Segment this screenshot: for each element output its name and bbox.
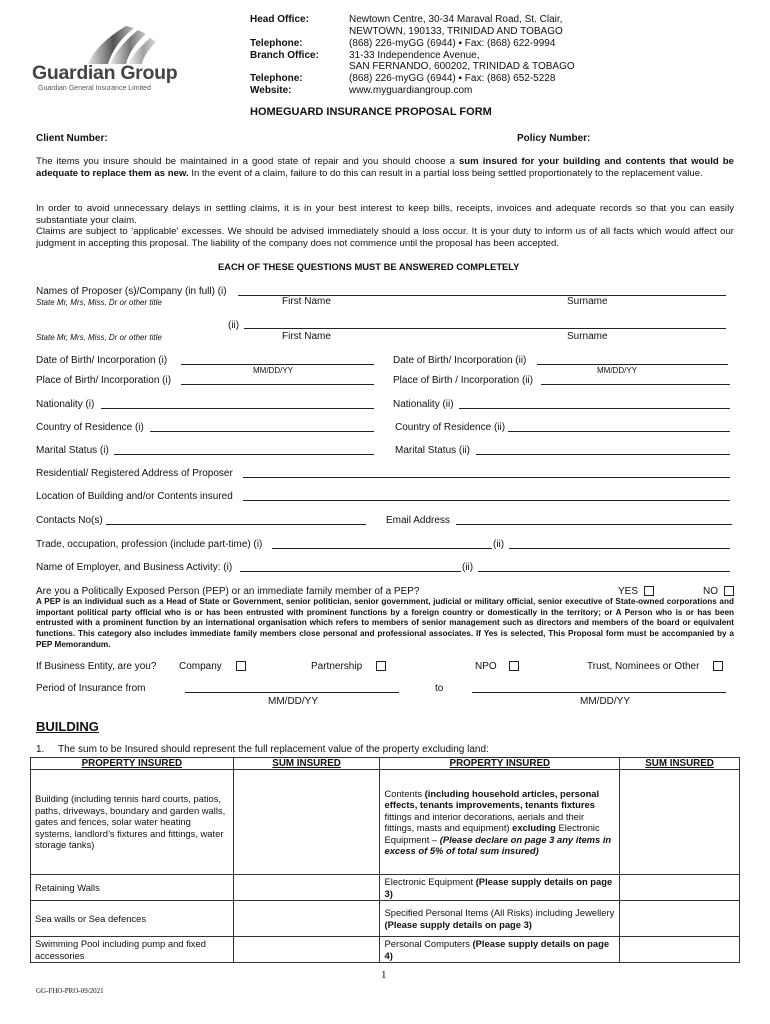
contacts-input[interactable] (106, 524, 366, 525)
partnership-option[interactable] (311, 661, 386, 672)
contacts-label: Contacts No(s) (36, 515, 103, 526)
electronic-a: Electronic Equipment (384, 876, 476, 887)
state-title-hint-2: State Mr, Mrs, Miss, Dr or other title (36, 333, 162, 342)
residence-ii-input[interactable] (508, 431, 730, 432)
swimming-pool-cell: Swimming Pool including pump and fixed accessories (31, 937, 234, 963)
table-row (31, 937, 740, 963)
telephone-label-1: Telephone: (250, 38, 303, 49)
branch-office-line1: 31-33 Independence Avenue, (349, 50, 480, 61)
trust-option[interactable] (587, 661, 723, 672)
telephone-label-2: Telephone: (250, 73, 303, 84)
dob-i-input[interactable] (181, 364, 374, 365)
trade-i-input[interactable] (272, 548, 492, 549)
pob-ii-label: Place of Birth / Incorporation (ii) (393, 375, 534, 386)
npo-option[interactable] (475, 661, 519, 672)
logo-name: Guardian Group (32, 62, 178, 84)
telephone-2: (868) 226-myGG (6944) ▪ Fax: (868) 652-5228 (349, 73, 556, 84)
branch-office-label: Branch Office: (250, 50, 319, 61)
col-sum-insured-2: SUM INSURED (620, 758, 740, 770)
col-property-insured-2: PROPERTY INSURED (380, 758, 620, 770)
pob-i-label: Place of Birth/ Incorporation (i) (36, 375, 172, 386)
company-option[interactable] (179, 661, 246, 672)
marital-ii-input[interactable] (476, 454, 730, 455)
contents-d: excluding (512, 822, 556, 833)
property-table (30, 757, 740, 963)
trade-ii-label: (ii) (493, 539, 505, 550)
location-input[interactable] (243, 500, 730, 501)
pep-yes-label: YES (618, 586, 639, 597)
period-from-input[interactable] (185, 692, 399, 693)
email-label: Email Address (386, 515, 450, 526)
npo-label: NPO (475, 661, 497, 672)
email-input[interactable] (456, 524, 732, 525)
dob-i-format: MM/DD/YY (253, 366, 293, 375)
surname-label-1: Surname (567, 296, 608, 307)
pep-definition: A PEP is an individual such as a Head of State or Government, senior politician, senior government, judicial or military official, senior executive of State-owned corporations and important political party official who is or has been entrusted with prominent functions by a foreign country or domestically in the territory; or A Person who is or has been entrusted with a prominent function by an international organisation which refers to members of senior management such as directors and members of the board or equivalent functions. This category also includes immediate family members close personal and professional associates. If Yes is selected, This Proposal form must be accompanied by a PEP Memorandum. (36, 597, 734, 649)
computers-sum-input[interactable] (620, 937, 740, 963)
swimming-pool-sum-input[interactable] (233, 937, 380, 963)
period-to-input[interactable] (472, 692, 726, 693)
nationality-i-label: Nationality (i) (36, 399, 95, 410)
pep-no-checkbox[interactable] (724, 586, 734, 596)
head-office-line2: NEWTOWN, 190133, TRINIDAD AND TOBAGO (349, 26, 563, 37)
residence-i-input[interactable] (150, 431, 374, 432)
form-code: GG-FHO-PRO-09/2021 (36, 987, 104, 995)
form-title: HOMEGUARD INSURANCE PROPOSAL FORM (250, 106, 492, 118)
period-to-format: MM/DD/YY (580, 696, 630, 707)
marital-i-label: Marital Status (i) (36, 445, 109, 456)
electronic-sum-input[interactable] (620, 875, 740, 901)
retaining-walls-sum-input[interactable] (233, 875, 380, 901)
address-input[interactable] (243, 477, 730, 478)
partnership-checkbox[interactable] (376, 661, 386, 671)
page-number: 1 (381, 969, 387, 981)
contents-desc-cell (380, 770, 620, 875)
pep-no-option[interactable] (703, 586, 734, 597)
contents-a: Contents (384, 787, 425, 799)
trade-ii-input[interactable] (509, 548, 730, 549)
building-q1-text: The sum to be Insured should represent the full replacement value of the property excluding land: (58, 744, 489, 755)
location-label: Location of Building and/or Contents insured (36, 491, 233, 502)
table-header-row (31, 758, 740, 770)
pob-i-input[interactable] (181, 384, 374, 385)
policy-number-label: Policy Number: (517, 133, 591, 144)
first-name-label-2: First Name (282, 331, 331, 342)
contents-e: Electronic Equipment – (384, 822, 600, 845)
electronic-equipment-cell (380, 875, 620, 901)
employer-i-input[interactable] (240, 571, 461, 572)
pep-no-label: NO (703, 586, 718, 597)
first-name-label-1: First Name (282, 296, 331, 307)
client-number-label: Client Number: (36, 133, 108, 144)
computers-b: (Please supply details on page 4) (384, 938, 610, 961)
company-checkbox[interactable] (236, 661, 246, 671)
pob-ii-input[interactable] (541, 384, 730, 385)
sea-walls-cell: Sea walls or Sea defences (31, 901, 234, 937)
nationality-ii-input[interactable] (459, 408, 730, 409)
employer-ii-input[interactable] (478, 571, 730, 572)
contents-sum-input[interactable] (620, 770, 740, 875)
partnership-label: Partnership (311, 661, 363, 672)
table-row (31, 770, 740, 875)
residence-ii-label: Country of Residence (ii) (395, 422, 506, 433)
intro-p1-b: sum insured for your building and contents that would be adequate to replace them as new. (36, 156, 734, 179)
personal-computers-cell (380, 937, 620, 963)
names-label: Names of Proposer (s)/Company (in full) (i) (36, 286, 227, 297)
website-label: Website: (250, 85, 292, 96)
nationality-ii-label: Nationality (ii) (393, 399, 454, 410)
contents-c: fittings and interior decorations, aerials and their fittings, masts and equipment) (384, 810, 585, 833)
sea-walls-sum-input[interactable] (233, 901, 380, 937)
col-property-insured-1: PROPERTY INSURED (31, 758, 234, 770)
intro-p1-a: The items you insure should be maintained in a good state of repair and you should choose a (36, 156, 459, 167)
period-to-label: to (435, 683, 444, 694)
building-desc-cell: Building (including tennis hard courts, patios, paths, driveways, boundary and garden walls, gates and fences, solar water heating systems, landlord’s fixtures and fittings, water storage tanks) (31, 770, 234, 875)
building-sum-input[interactable] (233, 770, 380, 875)
intro-paragraph-3: Claims are subject to ‘applicable’ excesses. We should be advised immediately should a loss occur. It is your duty to inform us of all facts which would affect our judgment in accepting this proposal. The liability of the company does not commence until the proposal has been accepted. (36, 226, 734, 249)
trade-label: Trade, occupation, profession (include part-time) (i) (36, 539, 263, 550)
specified-b: (Please supply details on page 3) (384, 918, 532, 930)
pep-yes-checkbox[interactable] (644, 586, 654, 596)
period-from-format: MM/DD/YY (268, 696, 318, 707)
website[interactable]: www.myguardiangroup.com (349, 85, 473, 96)
logo (30, 24, 205, 104)
dob-i-label: Date of Birth/ Incorporation (i) (36, 355, 168, 366)
marital-i-input[interactable] (114, 454, 374, 455)
nationality-i-input[interactable] (101, 408, 374, 409)
dob-ii-format: MM/DD/YY (597, 366, 637, 375)
logo-subtitle: Guardian General Insurance Limited (38, 85, 151, 92)
dob-ii-label: Date of Birth/ Incorporation (ii) (393, 355, 527, 366)
period-label: Period of Insurance from (36, 683, 146, 694)
names-input-2[interactable] (244, 328, 726, 329)
electronic-b: (Please supply details on page 3) (384, 876, 613, 899)
pep-question: Are you a Politically Exposed Person (PEP) or an immediate family member of a PEP? (36, 586, 420, 597)
branch-office-line2: SAN FERNANDO, 600202, TRINIDAD & TOBAGO (349, 61, 575, 72)
intro-paragraph-2: In order to avoid unnecessary delays in settling claims, it is in your best interest to keep bills, receipts, invoices and adequate records so that you can easily substantiate your claim. (36, 203, 734, 226)
intro-paragraph-1 (36, 156, 734, 179)
trust-label: Trust, Nominees or Other (587, 661, 700, 672)
company-label: Company (179, 661, 222, 672)
head-office-label: Head Office: (250, 14, 309, 25)
employer-label: Name of Employer, and Business Activity: (i) (36, 562, 233, 573)
trust-checkbox[interactable] (713, 661, 723, 671)
table-row (31, 901, 740, 937)
residence-i-label: Country of Residence (i) (36, 422, 144, 433)
pep-yes-option[interactable] (618, 586, 654, 597)
dob-ii-input[interactable] (537, 364, 728, 365)
names-ii-label: (ii) (228, 320, 240, 331)
specified-items-cell (380, 901, 620, 937)
table-row (31, 875, 740, 901)
employer-ii-label: (ii) (462, 562, 474, 573)
intro-p1-c: In the event of a claim, failure to do this can result in a partial loss being settled proportionately to the replacement value. (188, 167, 703, 179)
retaining-walls-cell: Retaining Walls (31, 875, 234, 901)
marital-ii-label: Marital Status (ii) (395, 445, 471, 456)
address-label: Residential/ Registered Address of Proposer (36, 468, 233, 479)
building-heading: BUILDING (36, 719, 99, 734)
business-entity-question: If Business Entity, are you? (36, 661, 157, 672)
state-title-hint-1: State Mr, Mrs, Miss, Dr or other title (36, 298, 162, 307)
col-sum-insured-1: SUM INSURED (233, 758, 380, 770)
building-q1-number: 1. (36, 744, 45, 755)
telephone-1: (868) 226-myGG (6944) ▪ Fax: (868) 622-9994 (349, 38, 556, 49)
head-office-line1: Newtown Centre, 30-34 Maraval Road, St. Clair, (349, 14, 563, 25)
contents-f: (Please declare on page 3 any items in excess of 5% of total sum insured) (384, 833, 612, 856)
specified-sum-input[interactable] (620, 901, 740, 937)
surname-label-2: Surname (567, 331, 608, 342)
questions-heading: EACH OF THESE QUESTIONS MUST BE ANSWERED COMPLETELY (218, 261, 520, 272)
npo-checkbox[interactable] (509, 661, 519, 671)
specified-a: Specified Personal Items (All Risks) including Jewellery (384, 907, 615, 918)
computers-a: Personal Computers (384, 938, 473, 949)
contents-b: (including household articles, personal effects, tenants improvements, tenants fixtures (384, 787, 600, 810)
